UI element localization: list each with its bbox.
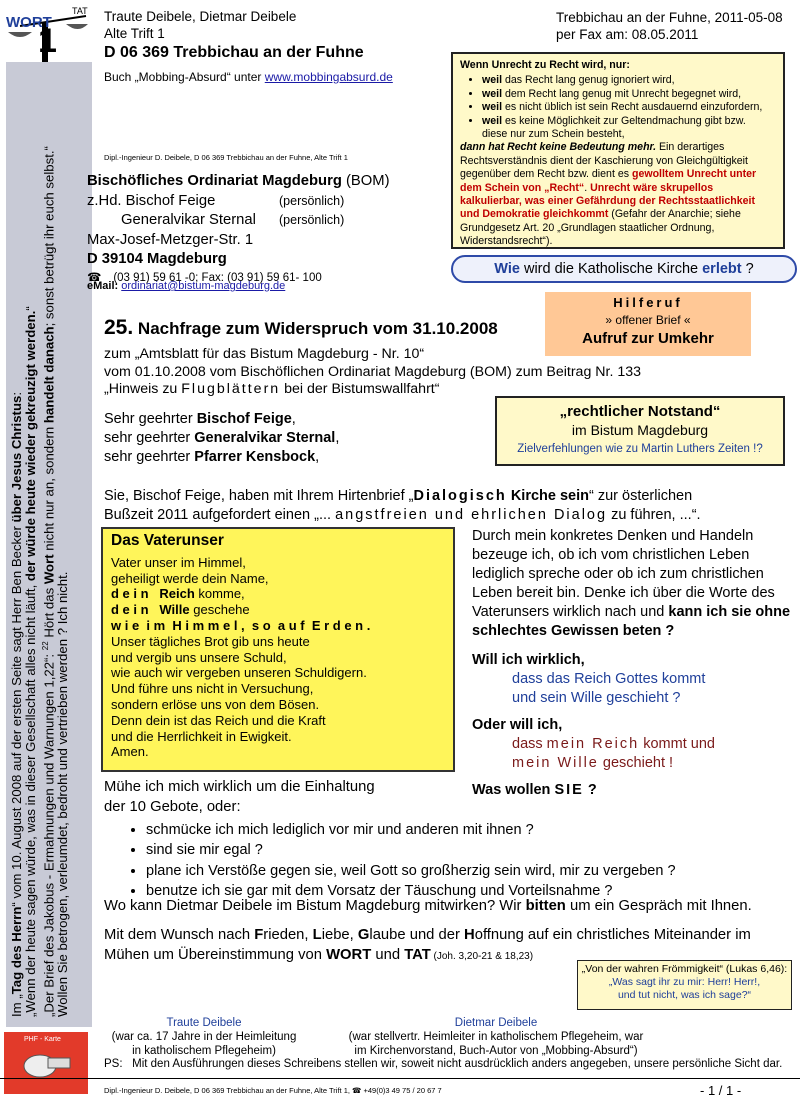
recipient-address <box>87 172 390 286</box>
signature-note: in katholischem Pflegeheim) <box>132 1045 276 1057</box>
unrecht-box <box>451 52 785 249</box>
return-address: Dipl.-Ingenieur D. Deibele, D 06 369 Trebbichau an der Fuhne, Alte Trift 1 <box>104 153 348 162</box>
hilferuf-sub: » offener Brief « <box>605 313 691 327</box>
prayer-line: Amen. <box>111 744 149 760</box>
unrecht-item: • weil es keine Möglichkeit zur Geltendmachung gibt bzw. <box>482 115 776 128</box>
recipient-org: Bischöfliches Ordinariat Magdeburg (BOM) <box>87 173 390 189</box>
postscript: PS: Mit den Ausführungen dieses Schreibens stellen wir, soweit nicht ausdrücklich anders angegeben, unsere persönliche Sicht dar. <box>104 1058 783 1070</box>
gebote-item: • schmücke ich mich lediglich vor mir und anderen mit ihnen ? <box>146 820 676 840</box>
stamp-label: PHF - Karte <box>24 1036 61 1043</box>
notstand-sub: im Bistum Magdeburg <box>571 422 709 438</box>
letter-title: 25. Nachfrage zum Widerspruch vom 31.10.2008 <box>104 316 498 339</box>
date-line: Trebbichau an der Fuhne, 2011-05-08 <box>556 10 783 25</box>
email-link[interactable]: ordinariat@bistum-magdeburg.de <box>121 280 286 292</box>
gebote-item: • benutze ich sie gar mit dem Vorsatz der Täuschung und Vorteilsnahme ? <box>146 881 676 901</box>
gebote-list <box>104 820 676 901</box>
quote-line: „Von der wahren Frömmigkeit“ (Lukas 6,46): <box>581 963 788 975</box>
prayer-line: w i e i m H i m m e l , s o a u f E r d e n . <box>111 617 371 633</box>
recipient-gv: Generalvikar Sternal (persönlich) <box>121 212 345 228</box>
unrecht-cont: diese nur zum Schein besteht, <box>482 128 625 141</box>
hilferuf-call: Aufruf zur Umkehr <box>582 330 714 347</box>
salutation-line: Sehr geehrter Bischof Feige, <box>104 411 296 427</box>
ref-line-1: zum „Amtsblatt für das Bistum Magdeburg - Nr. 10“ <box>104 346 425 362</box>
oder-line-2: mein Wille geschieht ! <box>512 755 674 771</box>
recipient-email: eMail: ordinariat@bistum-magdeburg.de <box>87 280 286 292</box>
unrecht-item: • weil das Recht lang genug ignoriert wird, <box>482 74 776 87</box>
quote-line: und tut nicht, was ich sage?“ <box>617 989 752 1001</box>
notstand-box <box>495 396 785 466</box>
unrecht-list <box>472 74 776 128</box>
side-line-2: „Wenn der heute sagen würde, was in dieser Gesellschaft alles nicht läuft, der würde heute wieder gekreuzigt werden.“ <box>23 306 39 1017</box>
signature-name: Traute Deibele <box>166 1017 242 1029</box>
oder-heading: Oder will ich, <box>472 717 563 733</box>
salutation <box>104 410 339 467</box>
closing-wish: Mit dem Wunsch nach Frieden, Liebe, Glaube und der Hoffnung auf ein christliches Miteinander im Mühen um Übereinstimmung von WORT und TAT (Joh. 3,20-21 & 18,23) <box>104 927 751 963</box>
prayer-line: und die Herrlichkeit in Ewigkeit. <box>111 728 292 744</box>
prayer-line: und vergib uns unsere Schuld, <box>111 649 287 665</box>
phf-card-stamp <box>4 1032 88 1094</box>
side-line-4: Wollen Sie betrogen, verleumdet, bedroht und vertrieben werden ? Ich nicht. <box>55 571 71 1017</box>
side-line-3: „Der Brief des Jakobus - Ermahnungen und Warnungen 1,22“: $^{22}$ Hört das Wort nicht nur an, sondern handelt danach; sonst betrügt ihr euch selbst.“ <box>40 146 56 1017</box>
prayer-line: geheiligt werde dein Name, <box>111 570 269 586</box>
prayer-line: Vater unser im Himmel, <box>111 554 246 570</box>
reference-lines <box>104 346 641 399</box>
unrecht-title: Wenn Unrecht zu Recht wird, nur: <box>460 59 630 71</box>
recipient-attn: z.Hd. Bischof Feige (persönlich) <box>87 192 345 209</box>
footer-address: Dipl.-Ingenieur D. Deibele, D 06 369 Trebbichau an der Fuhne, Alte Trift 1, ☎ +49(0)3 49 75 / 20 67 7 <box>104 1086 442 1095</box>
hilferuf-title: Hilferuf <box>613 295 683 310</box>
side-quote-band <box>6 62 92 1027</box>
unrecht-body: dann hat Recht keine Bedeutung mehr. Ein derartiges Rechtsverständnis dient der Kaschierung von Gleichgültigkeit gegenüber dem Recht bzw. dient es gewolltem Unrecht unter dem Schein von „Recht“. Unrecht wäre skrupellos kalkulierbar, was einer Gefährdung der Rechtsstaatlichkeit und Demokratie gleichkommt (Gefahr der Anarchie; siehe Grundgesetz Art. 20 „Grundlagen staatlicher Ordnung, Widerstandsrecht“). <box>460 141 757 248</box>
phone-icon: ☎ <box>87 271 102 284</box>
prayer-line: Unser tägliches Brot gib uns heute <box>111 633 310 649</box>
notstand-note: Zielverfehlungen wie zu Martin Luthers Zeiten !? <box>517 443 763 455</box>
gebote-item: • plane ich Verstöße gegen sie, weil Gott so großherzig sein wird, mir zu vergeben ? <box>146 861 676 881</box>
will-line-1: dass das Reich Gottes kommt <box>512 671 706 687</box>
vaterunser-box <box>101 527 455 772</box>
notstand-title: „rechtlicher Notstand“ <box>559 403 721 420</box>
froemmigkeit-quote-box <box>577 960 792 1010</box>
prayer-line: d e i n Wille geschehe <box>111 602 250 618</box>
recipient-phone: ☎ (03 91) 59 61 -0; Fax: (03 91) 59 61- 100 <box>87 271 322 284</box>
will-heading: Will ich wirklich, <box>472 652 585 668</box>
sender-names: Traute Deibele, Dietmar Deibele <box>104 9 297 24</box>
signature-note: (war stellvertr. Heimleiter in katholischem Pflegeheim, war <box>348 1031 644 1043</box>
gebote-item: • sind sie mir egal ? <box>146 840 676 860</box>
logo-tat: TAT <box>72 6 88 16</box>
will-line-2: und sein Wille geschieht ? <box>512 690 681 706</box>
vaterunser-title: Das Vaterunser <box>111 532 224 549</box>
logo-number: 1 <box>38 22 57 60</box>
book-link[interactable]: www.mobbingabsurd.de <box>264 70 393 84</box>
gebote-question: Mühe ich mich wirklich um die Einhaltung der 10 Gebote, oder: <box>104 779 375 815</box>
oder-line-1: dass mein Reich kommt und <box>512 736 715 752</box>
mitwirken-line: Wo kann Dietmar Deibele im Bistum Magdeburg mitwirken? Wir bitten um ein Gespräch mit Ihnen. <box>104 898 752 914</box>
signature-note: (war ca. 17 Jahre in der Heimleitung <box>111 1031 297 1043</box>
prayer-line: Denn dein ist das Reich und die Kraft <box>111 712 326 728</box>
recipient-city: D 39104 Magdeburg <box>87 251 227 267</box>
sender-street: Alte Trift 1 <box>104 26 165 41</box>
reflection-column <box>472 527 794 800</box>
salutation-line: sehr geehrter Generalvikar Sternal, <box>104 430 340 446</box>
reflection-paragraph: Durch mein konkretes Denken und Handeln bezeuge ich, ob ich vom christlichen Leben lediglich spreche oder ob ich zum christlichen Leben bereit bin. Denke ich über die Worte des Vaterunsers wirklich nach und kann ich sie ohne schlechtes Gewissen beten ? <box>472 528 791 639</box>
hirtenbrief-paragraph: Sie, Bischof Feige, haben mit Ihrem Hirtenbrief „Dialogisch Kirche sein“ zur österlichen Bußzeit 2011 aufgefordert einen „... angstfreien und ehrlichen Dialog zu führen, ...“. <box>104 488 701 523</box>
signature-name: Dietmar Deibele <box>454 1017 538 1029</box>
unrecht-item: • weil dem Recht lang genug mit Unrecht begegnet wird, <box>482 88 776 101</box>
page-number: - 1 / 1 - <box>700 1083 742 1098</box>
fax-line: per Fax am: 08.05.2011 <box>556 27 699 42</box>
unrecht-item: • weil es nicht üblich ist sein Recht ausdauernd einzufordern, <box>482 101 776 114</box>
katholisch-banner: Wie wird die Katholische Kirche erlebt ? <box>451 255 797 283</box>
footer-divider <box>0 1078 800 1079</box>
book-reference: Buch „Mobbing-Absurd“ unter www.mobbingabsurd.de <box>104 70 393 84</box>
wort-tat-logo <box>2 2 90 68</box>
salutation-line: sehr geehrter Pfarrer Kensbock, <box>104 449 320 465</box>
logo-word: WORT <box>6 14 52 31</box>
signature-traute <box>104 1016 304 1058</box>
sender-city: D 06 369 Trebbichau an der Fuhne <box>104 44 364 61</box>
ref-line-2: vom 01.10.2008 vom Bischöflichen Ordinariat Magdeburg (BOM) zum Beitrag Nr. 133 <box>104 363 642 380</box>
side-line-1: Im „Tag des Herrn“ vom 10. August 2008 auf der ersten Seite sagt Herr Ben Becker über Jesus Christus: <box>9 391 24 1017</box>
signature-note: im Kirchenvorstand, Buch-Autor von „Mobbing-Absurd“) <box>354 1045 638 1057</box>
prayer-line: Und führe uns nicht in Versuchung, <box>111 681 314 697</box>
prayer-line: sondern erlöse uns von dem Bösen. <box>111 696 320 712</box>
quote-line: „Was sagt ihr zu mir: Herr! Herr!, <box>608 976 761 988</box>
was-wollen-sie: Was wollen SIE ? <box>472 782 597 798</box>
ref-line-3: „Hinweis zu Flugblättern bei der Bistumswallfahrt“ <box>104 381 440 397</box>
signature-dietmar <box>336 1016 656 1058</box>
prayer-line: d e i n Reich komme, <box>111 586 245 602</box>
whistle-icon <box>20 1050 72 1080</box>
prayer-line: wie auch wir vergeben unseren Schuldigern. <box>111 665 367 681</box>
side-quote-text <box>6 62 92 1027</box>
recipient-street: Max-Josef-Metzger-Str. 1 <box>87 231 254 248</box>
